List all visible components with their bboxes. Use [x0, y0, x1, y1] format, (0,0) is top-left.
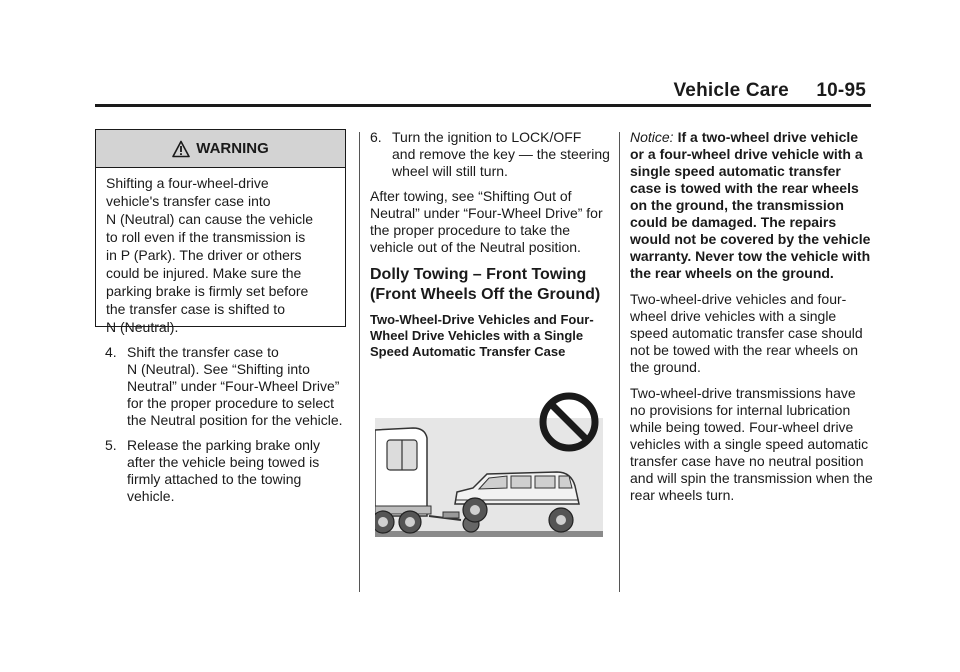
warning-line: to roll even if the transmission is: [106, 229, 306, 245]
step-first-line: Release the parking brake only: [127, 437, 321, 453]
warning-line: Shifting a four-wheel-drive: [106, 175, 269, 191]
header-rule: [95, 104, 871, 107]
step-text: [392, 129, 610, 180]
section-name: Vehicle Care: [673, 80, 789, 101]
section-title: Dolly Towing – Front Towing (Front Wheels Off the Ground): [370, 266, 601, 303]
column-2: [370, 129, 610, 360]
step-number: 5.: [105, 437, 117, 453]
column-divider: [359, 132, 360, 592]
column-3: [630, 129, 875, 513]
subheading: Two-Wheel-Drive Vehicles and Four-Wheel Drive Vehicles with a Single Speed Automatic Transfer Case: [370, 312, 594, 359]
step-text: [127, 344, 350, 429]
paragraph: Two-wheel-drive vehicles and four-wheel drive vehicles with a single speed automatic transfer case should not be towed with the rear wheels on the ground.: [630, 291, 863, 375]
step-number: 6.: [370, 129, 382, 145]
warning-line: parking brake is firmly set before: [106, 283, 309, 299]
notice: [630, 129, 875, 282]
paragraph: Two-wheel-drive transmissions have no provisions for internal lubrication while being towed. Four-wheel drive vehicles with a single speed automatic transfer case have no neutral position and will spin the transmission when the rear wheels turn.: [630, 385, 873, 503]
column-divider: [619, 132, 620, 592]
notice-label: Notice:: [630, 129, 674, 145]
warning-header: [96, 130, 345, 168]
step-first-line: Shift the transfer case to: [127, 344, 279, 360]
step-text: [127, 437, 350, 505]
step-rest: and remove the key — the steering wheel will still turn.: [392, 146, 610, 179]
step-first-line: Turn the ignition to LOCK/OFF: [392, 129, 582, 145]
step-4: [105, 344, 350, 429]
step-rest: after the vehicle being towed is firmly attached to the towing vehicle.: [127, 454, 320, 504]
warning-body: [96, 168, 345, 336]
warning-box: [95, 129, 346, 335]
step-5: [105, 437, 350, 505]
step-6: [370, 129, 610, 180]
page-header: [673, 80, 866, 102]
step-rest: N (Neutral). See “Shifting into Neutral” under “Four-Wheel Drive” for the proper procedure to select the Neutral position for the vehicle.: [127, 361, 343, 428]
warning-line: in P (Park). The driver or others: [106, 247, 302, 263]
step-number: 4.: [105, 344, 117, 360]
prohibited-sign-icon: [538, 391, 600, 453]
after-towing-paragraph: After towing, see “Shifting Out of Neutral” under “Four-Wheel Drive” for the proper procedure to take the vehicle out of the Neutral position.: [370, 188, 603, 255]
page-number: 10-95: [816, 80, 866, 101]
warning-title: WARNING: [196, 140, 269, 157]
column-1: [105, 344, 350, 513]
warning-line: vehicle's transfer case into: [106, 193, 271, 209]
warning-line: N (Neutral) can cause the vehicle: [106, 211, 313, 227]
warning-line: could be injured. Make sure the: [106, 265, 302, 281]
warning-line: the transfer case is shifted to: [106, 301, 285, 317]
warning-line: N (Neutral).: [106, 319, 179, 335]
warning-triangle-icon: [172, 140, 190, 158]
notice-text: If a two-wheel drive vehicle or a four-wheel drive vehicle with a single speed automatic transfer case is towed with the rear wheels on the ground, the transmission could be damaged. The repairs would not be covered by the vehicle warranty. Never tow the vehicle with the rear wheels on the ground.: [630, 129, 871, 281]
